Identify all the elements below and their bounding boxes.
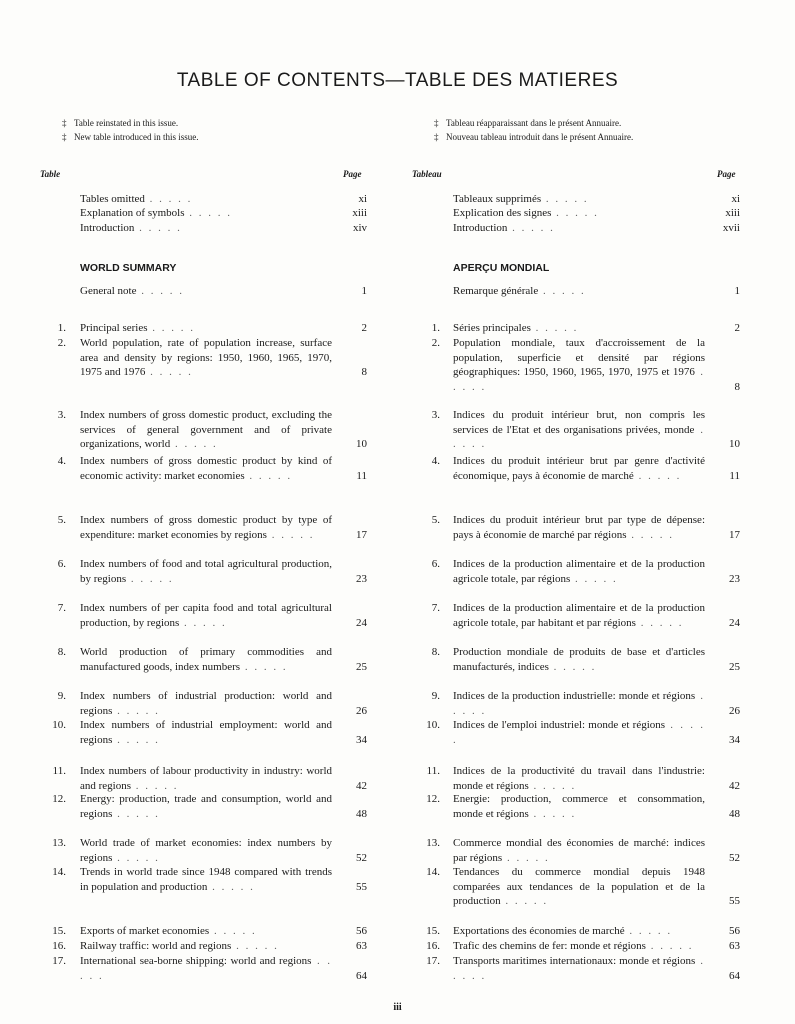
entry-page: 55 xyxy=(729,895,740,908)
entry-page: 63 xyxy=(729,940,740,952)
leader-dots: . . . . . xyxy=(112,704,160,717)
entry-title: Indices de la production alimentaire et de la production agricole totale, par habitant et par régions . . . . . xyxy=(453,602,705,629)
entry-title: Indices de la production industrielle: monde et régions . . . . . xyxy=(453,690,705,717)
notes-right xyxy=(434,116,633,144)
note-reinstated: ‡ Table reinstated in this issue. xyxy=(62,118,179,128)
entry-page: xvii xyxy=(722,222,740,234)
leader-dots: . . . . . xyxy=(207,880,255,893)
entry-title: Trafic des chemins de fer: monde et régions . . . . . xyxy=(453,940,694,952)
note-reapparaissant: ‡ Tableau réapparaissant dans le présent Annuaire. xyxy=(434,118,622,128)
leader-dots: . . . . . xyxy=(551,207,599,219)
entry-title: Commerce mondial des économies de marché: indices par régions . . . . . xyxy=(453,837,705,864)
leader-dots: . . . . . xyxy=(126,572,174,585)
entry-title: Indices du produit intérieur brut, non compris les services de l'Etat et des organisations privées, monde . . . . . xyxy=(453,409,706,451)
entry-title: Index numbers of gross domestic product by kind of economic activity: market economies . . . . . xyxy=(80,455,332,482)
entry-page: 25 xyxy=(729,660,740,673)
leader-dots: . . . . . xyxy=(633,469,682,482)
entry-title: Exports of market economies . . . . . xyxy=(80,925,257,937)
leader-dots: . . . . . xyxy=(244,469,293,482)
entry-page: 64 xyxy=(729,969,740,982)
entry-page: 25 xyxy=(356,660,367,673)
leader-dots: . . . . . xyxy=(570,572,618,585)
entry-page: 48 xyxy=(356,807,367,820)
entry-title: Tables omitted . . . . . xyxy=(80,193,193,205)
notes-left xyxy=(62,116,198,144)
entry-title: Production mondiale de produits de base et d'articles manufacturés, indices . . . . . xyxy=(453,646,705,673)
entry-page: 10 xyxy=(356,438,367,451)
entry-page: 1 xyxy=(361,285,367,297)
entry-page: 34 xyxy=(729,733,740,746)
leader-dots: . . . . . xyxy=(453,366,705,393)
entry-title: International sea-borne shipping: world and regions . . . . . xyxy=(80,955,332,982)
entry-title: Index numbers of labour productivity in industry: world and regions . . . . . xyxy=(80,765,332,792)
page-title: TABLE OF CONTENTS—TABLE DES MATIERES xyxy=(176,70,619,91)
entry-title: Indices du produit intérieur brut par type de dépense: pays à économie de marché par régions . . . . . xyxy=(453,514,705,541)
entry-title: General note . . . . . xyxy=(80,285,184,297)
entry-number: 11. xyxy=(426,765,440,777)
leader-dots: . . . . . xyxy=(635,616,684,629)
entry-number: 5. xyxy=(431,514,440,526)
leader-dots: . . . . . xyxy=(502,851,550,864)
leader-dots: . . . . . xyxy=(112,807,160,820)
entry-page: 48 xyxy=(729,807,740,820)
entry-page: 26 xyxy=(729,704,740,717)
entry-number: 12. xyxy=(52,793,66,805)
entry-page: 55 xyxy=(356,880,367,893)
leader-dots: . . . . . xyxy=(453,423,706,451)
leader-dots: . . . . . xyxy=(453,955,706,982)
entry-number: 9. xyxy=(57,690,66,702)
entry-page: 10 xyxy=(729,438,740,451)
leader-dots: . . . . . xyxy=(112,733,160,746)
entry-page: 26 xyxy=(356,704,367,717)
entry-number: 8. xyxy=(57,646,66,658)
entry-title: Index numbers of food and total agricultural production, by regions . . . . . xyxy=(80,558,332,585)
leader-dots: . . . . . xyxy=(145,366,193,379)
header-tableau: Tableau xyxy=(412,169,442,179)
page-number: iii xyxy=(393,1002,402,1013)
leader-dots: . . . . . xyxy=(112,851,160,864)
header-table: Table xyxy=(40,169,61,179)
entry-page: xiii xyxy=(725,207,740,219)
entry-title: World production of primary commodities and manufactured goods, index numbers . . . . . xyxy=(80,646,332,673)
entry-number: 13. xyxy=(52,837,66,849)
entry-title: Trends in world trade since 1948 compared with trends in population and production . . . . . xyxy=(80,866,332,893)
entry-page: 17 xyxy=(729,528,740,541)
leader-dots: . . . . . xyxy=(538,285,586,297)
entry-number: 6. xyxy=(57,558,66,570)
leader-dots: . . . . . xyxy=(136,285,184,297)
entry-title: World trade of market economies: index numbers by regions . . . . . xyxy=(80,837,332,864)
entry-title: Séries principales . . . . . xyxy=(453,322,579,334)
entry-page: 42 xyxy=(729,779,740,792)
entry-page: 52 xyxy=(356,851,367,864)
entry-title: Remarque générale . . . . . xyxy=(453,285,586,297)
entry-number: 9. xyxy=(431,690,440,702)
entry-title: Population mondiale, taux d'accroissement de la population, superficie et densité par régions géographiques: 1950, 1960, 1965, 1970, 1975 et 1976 . . . . . xyxy=(453,337,705,393)
section-apercu-mondial: APERÇU MONDIAL xyxy=(453,262,550,274)
entry-page: 34 xyxy=(356,733,367,746)
entry-page: 42 xyxy=(356,779,367,792)
note-new: ‡ New table introduced in this issue. xyxy=(62,132,199,142)
entry-title: Index numbers of per capita food and total agricultural production, by regions . . . . . xyxy=(80,602,332,629)
leader-dots: . . . . . xyxy=(170,438,218,451)
entry-number: 1. xyxy=(431,322,440,334)
entry-page: 8 xyxy=(734,380,740,393)
entry-page: 2 xyxy=(734,322,740,334)
entry-title: Index numbers of industrial production: world and regions . . . . . xyxy=(80,690,332,717)
entry-number: 17. xyxy=(52,955,66,967)
entry-number: 17. xyxy=(426,955,440,967)
leader-dots: . . . . . xyxy=(144,193,193,205)
entry-page: xiii xyxy=(352,207,367,219)
entry-number: 8. xyxy=(431,646,440,658)
section-world-summary: WORLD SUMMARY xyxy=(80,262,177,274)
entry-page: 11 xyxy=(356,469,367,482)
entry-title: Introduction . . . . . xyxy=(80,222,182,234)
entry-title: Indices de la production alimentaire et de la production agricole totale, par régions . . . . . xyxy=(453,558,705,585)
leader-dots: . . . . . xyxy=(500,895,549,908)
entry-number: 11. xyxy=(52,765,66,777)
entry-number: 1. xyxy=(57,322,66,334)
entry-number: 7. xyxy=(57,602,66,614)
entry-number: 14. xyxy=(426,866,440,878)
entry-page: 17 xyxy=(356,528,367,541)
double-dagger-icon: ‡ xyxy=(434,118,439,128)
entry-number: 5. xyxy=(57,514,66,526)
entry-title: Railway traffic: world and regions . . . . . xyxy=(80,940,279,952)
leader-dots: . . . . . xyxy=(541,193,589,205)
entry-page: 64 xyxy=(356,969,367,982)
entry-number: 2. xyxy=(431,337,440,349)
leader-dots: . . . . . xyxy=(134,222,182,234)
entry-title: Index numbers of gross domestic product by type of expenditure: market economies by regions . . . . . xyxy=(80,514,332,541)
entry-page: xiv xyxy=(352,222,367,234)
entry-number: 12. xyxy=(426,793,440,805)
double-dagger-icon: ‡ xyxy=(62,132,67,142)
entry-page: 52 xyxy=(729,851,740,864)
note-nouveau: ‡ Nouveau tableau introduit dans le présent Annuaire. xyxy=(434,132,634,142)
entry-number: 7. xyxy=(431,602,440,614)
entry-title: Indices du produit intérieur brut par genre d'activité économique, pays à économie de marché . . . . . xyxy=(453,455,705,482)
leader-dots: . . . . . xyxy=(624,925,673,937)
leader-dots: . . . . . xyxy=(184,207,232,219)
leader-dots: . . . . . xyxy=(453,719,706,746)
entry-page: 24 xyxy=(356,616,367,629)
entry-number: 14. xyxy=(52,866,66,878)
leader-dots: . . . . . xyxy=(453,690,705,717)
leader-dots: . . . . . xyxy=(80,955,332,982)
leader-dots: . . . . . xyxy=(240,660,288,673)
leader-dots: . . . . . xyxy=(548,660,597,673)
entry-title: Tendances du commerce mondial depuis 1948 comparées aux tendances de la population et de la production . . . . . xyxy=(453,866,705,908)
entry-number: 4. xyxy=(57,455,66,467)
entry-page: 8 xyxy=(361,366,367,379)
leader-dots: . . . . . xyxy=(131,779,179,792)
entry-number: 3. xyxy=(57,409,66,421)
leader-dots: . . . . . xyxy=(530,322,579,334)
entry-page: 2 xyxy=(361,322,367,334)
entry-page: 56 xyxy=(729,925,740,937)
entry-number: 15. xyxy=(426,925,440,937)
entry-number: 10. xyxy=(426,719,440,731)
leader-dots: . . . . . xyxy=(645,940,694,952)
double-dagger-icon: ‡ xyxy=(434,132,439,142)
leader-dots: . . . . . xyxy=(626,528,674,541)
entry-number: 16. xyxy=(426,940,440,952)
entry-number: 2. xyxy=(57,337,66,349)
entry-number: 3. xyxy=(431,409,440,421)
entry-title: Energy: production, trade and consumption, world and regions . . . . . xyxy=(80,793,332,820)
entry-page: 56 xyxy=(356,925,367,937)
leader-dots: . . . . . xyxy=(528,779,577,792)
entry-page: 23 xyxy=(729,572,740,585)
header-page: Page xyxy=(343,169,362,179)
entry-title: Indices de la productivité du travail dans l'industrie: monde et régions . . . . . xyxy=(453,765,705,792)
entry-title: Principal series . . . . . xyxy=(80,322,196,334)
entry-number: 10. xyxy=(52,719,66,731)
leader-dots: . . . . . xyxy=(231,940,279,952)
entry-title: Exportations des économies de marché . . . . . xyxy=(453,925,673,937)
entry-title: World population, rate of population increase, surface area and density by regions: 1950, 1960, 1965, 1970, 1975 and 1976 . . . . . xyxy=(80,337,332,379)
entry-page: 63 xyxy=(356,940,367,952)
entry-page: 1 xyxy=(734,285,740,297)
entry-title: Explication des signes . . . . . xyxy=(453,207,599,219)
entry-number: 13. xyxy=(426,837,440,849)
leader-dots: . . . . . xyxy=(147,322,196,334)
entry-number: 16. xyxy=(52,940,66,952)
entry-page: 11 xyxy=(729,469,740,482)
entry-page: xi xyxy=(731,193,740,205)
double-dagger-icon: ‡ xyxy=(62,118,67,128)
entry-title: Index numbers of industrial employment: world and regions . . . . . xyxy=(80,719,332,746)
entry-title: Indices de l'emploi industriel: monde et régions . . . . . xyxy=(453,719,706,746)
entry-page: 24 xyxy=(729,616,740,629)
entry-number: 6. xyxy=(431,558,440,570)
entry-number: 15. xyxy=(52,925,66,937)
entry-title: Index numbers of gross domestic product, excluding the services of general government and of private organizations, world . . . . . xyxy=(80,409,332,451)
header-page-fr: Page xyxy=(717,169,736,179)
leader-dots: . . . . . xyxy=(179,616,227,629)
leader-dots: . . . . . xyxy=(507,222,555,234)
entry-title: Tableaux supprimés . . . . . xyxy=(453,193,589,205)
leader-dots: . . . . . xyxy=(528,807,577,820)
entry-title: Energie: production, commerce et consommation, monde et régions . . . . . xyxy=(453,793,705,820)
entry-number: 4. xyxy=(431,455,440,467)
leader-dots: . . . . . xyxy=(266,528,315,541)
entry-page: 23 xyxy=(356,572,367,585)
leader-dots: . . . . . xyxy=(209,925,257,937)
entry-title: Introduction . . . . . xyxy=(453,222,555,234)
entry-page: xi xyxy=(358,193,367,205)
entry-title: Transports maritimes internationaux: monde et régions . . . . . xyxy=(453,955,706,982)
entry-title: Explanation of symbols . . . . . xyxy=(80,207,232,219)
